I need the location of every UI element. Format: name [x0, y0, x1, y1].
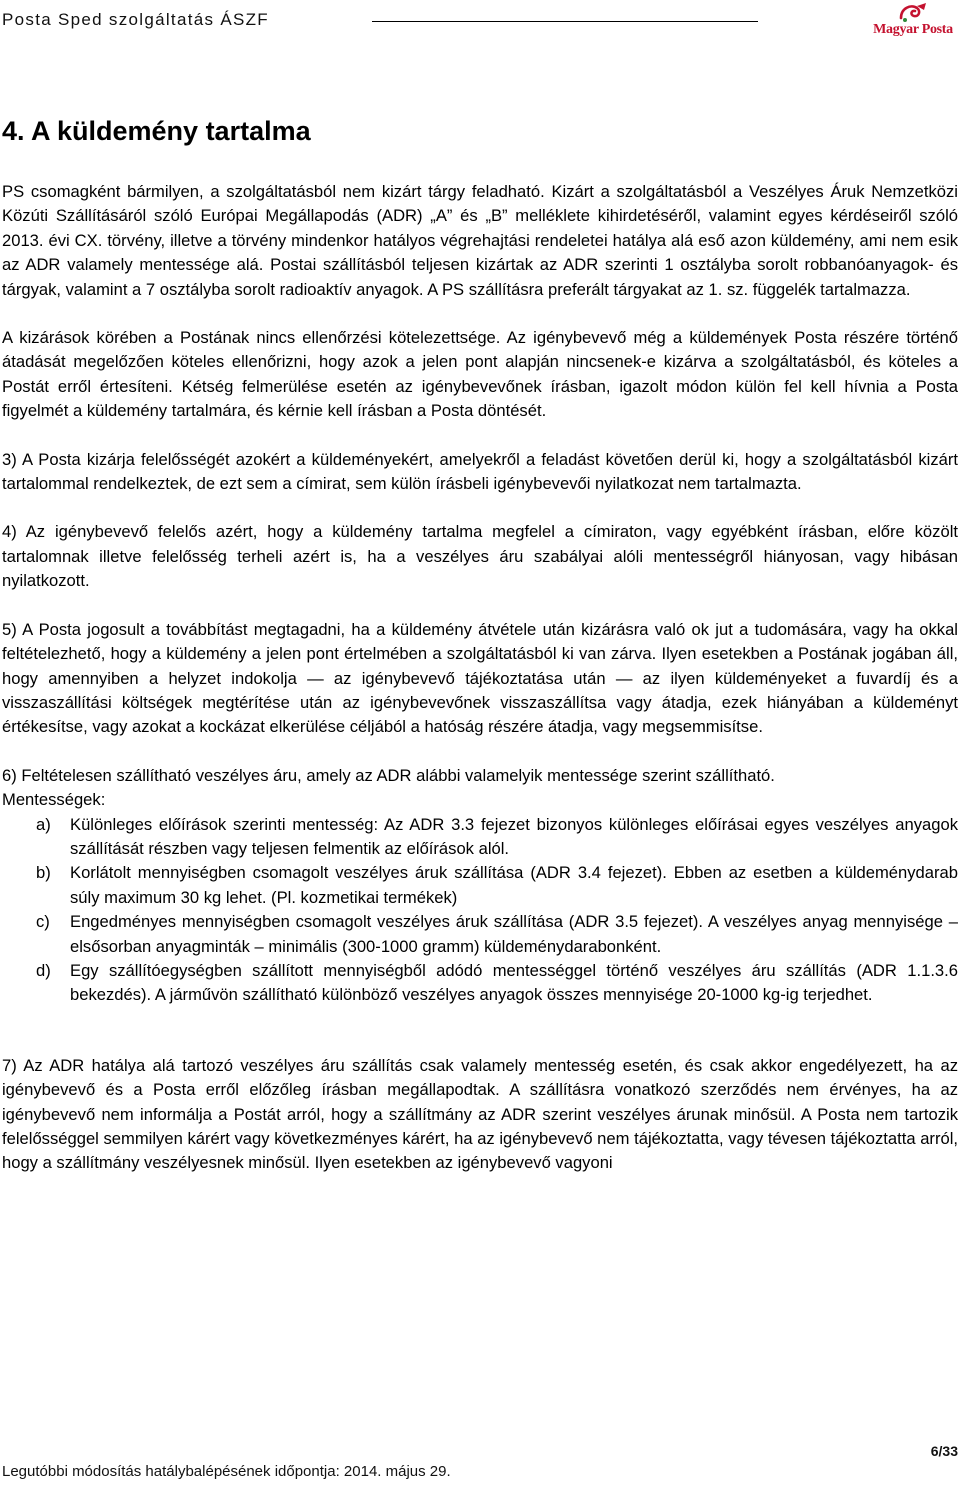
paragraph-5: 5) A Posta jogosult a továbbítást megtagadni, ha a küldemény átvétele után kizárásra való ok jut a tudomására, vagy ha okkal feltételezhető, hogy a küldemény a jelen pont értelmében a szolgáltatásból ki van zárva. Ilyen esetekben a Postának jogában áll, hogy amennyiben a helyzet indokolja — az igénybevevő tájékoztatása után — az ilyen küldeményeket a fuvardíj és a visszaszállítási költségek megtérítése után az igénybevevőnek visszaszállítsa vagy átadja, ezek hiányában a küldeményt értékesítse, vagy azokat a kockázat elkerülése céljából a hatóság részére átadja, vagy megsemmisítse.: [2, 619, 958, 737]
exemptions-label: Mentességek:: [2, 790, 106, 810]
logo-wordmark: Magyar Posta: [873, 22, 953, 37]
header-rule: [372, 21, 758, 22]
list-item: [2, 910, 958, 959]
paragraph-intro: PS csomagként bármilyen, a szolgáltatásból nem kizárt tárgy feladható. Kizárt a szolgáltatásból a Veszélyes Áruk Nemzetközi Közúti Szállításáról szóló Európai Megállapodás (ADR) „A” és „B” melléklete kihirdetéséről, valamint egyes kérdéseiről szóló 2013. évi CX. törvény, illetve a törvény mindenkor hatályos végrehajtási rendeletei hatálya alá eső azon küldemény, ami nem esik az ADR valamely mentessége alá. Postai szállításból teljesen kizártak az ADR szerinti 1 osztályba sorolt robbanóanyagok- és tárgyak, valamint a 7 osztályba sorolt radioaktív anyagok. A PS szállításra preferált tárgyakat az 1. sz. függelék tartalmazza.: [2, 182, 958, 299]
list-item: [2, 813, 958, 862]
list-item: [2, 861, 958, 910]
exemptions-list: [2, 813, 958, 1008]
list-marker: a): [36, 814, 51, 834]
list-item-text: Engedményes mennyiségben csomagolt veszélyes áruk szállítása (ADR 3.5 fejezet). A veszélyes anyag mennyisége – elsősorban anyagminták – minimális (300-1000 gramm) küldeménydarabonként.: [70, 912, 958, 956]
section-body: [2, 180, 958, 1176]
paragraph-4: 4) Az igénybevevő felelős azért, hogy a küldemény tartalma megfelel a címiraton, vagy egyébként írásban, előre közölt tartalomnak illetve felelősség terheli azért is, ha a veszélyes áru szabályai alóli mentességről hiányosan, vagy hibásan nyilatkozott.: [2, 522, 958, 591]
document-title: Posta Sped szolgáltatás ÁSZF: [2, 10, 269, 29]
list-item-text: Korlátolt mennyiségben csomagolt veszélyes áruk szállítása (ADR 3.4 fejezet). Ebben az esetben a küldeménydarab súly maximum 30 kg lehet. (Pl. kozmetikai termékek): [70, 863, 958, 907]
list-marker: c): [36, 912, 50, 932]
page-number: 6/33: [930, 1443, 958, 1459]
list-item-text: Egy szállítóegységben szállított mennyiségből adódó mentességgel történő veszélyes áru szállítás (ADR 1.1.3.6 bekezdés). A járművön szállítható különböző veszélyes anyagok összes mennyisége 20-1000 kg-ig terjedhet.: [70, 960, 958, 1005]
section-heading: 4. A küldemény tartalma: [2, 116, 311, 146]
paragraph-exclusions: A kizárások körében a Postának nincs ellenőrzési kötelezettsége. Az igénybevevő még a küldemények Posta részére történő átadását megelőzően köteles ellenőrizni, hogy azok a jelen pont alapján nincsenek-e kizárva a szolgáltatásból, és köteles a Postát erről értesíteni. Kétség felmerülése esetén az igénybevevőnek írásban, igazolt módon külön fel kell hívnia a Posta figyelmét a küldemény tartalmára, és kérnie kell írásban a Posta döntését.: [2, 328, 958, 421]
paragraph-3: 3) A Posta kizárja felelősségét azokért a küldeményekért, amelyekről a feladást követően derül ki, hogy a szolgáltatásból kizárt tartalommal rendelkeztek, de ezt sem a címirat, sem külön írásbeli igénybevevői nyilatkozat nem tartalmazta.: [2, 449, 958, 494]
list-marker: b): [36, 863, 51, 883]
last-modified-note: Legutóbbi módosítás hatálybalépésének időpontja: 2014. május 29.: [2, 1463, 451, 1480]
posthorn-icon: [897, 2, 929, 24]
list-item-text: Különleges előírások szerinti mentesség: Az ADR 3.3 fejezet bizonyos különleges előírásai egyes veszélyes anyagok szállítását részben vagy teljesen felmentik az előírások alól.: [70, 814, 958, 858]
magyar-posta-logo: [872, 2, 954, 42]
paragraph-7: 7) Az ADR hatálya alá tartozó veszélyes áru szállítás csak valamely mentesség esetén, és csak akkor engedélyezett, ha az igénybevevő és a Posta erről előzőleg írásban megállapodtak. A szállításra vonatkozó szerződés nem érvényes, ha az igénybevevő nem informálja a Postát arról, hogy a szállítmány az ADR szerint veszélyes árunak minősül. A Posta nem tartozik felelősséggel semmilyen kárért vagy következményes kárért, ha az igénybevevő nem tájékoztatta, vagy tévesen tájékoztatta arról, hogy a szállítmány veszélyesnek minősül. Ilyen esetekben az igénybevevő vagyoni: [2, 1055, 958, 1173]
list-item: [2, 959, 958, 1008]
paragraph-6: 6) Feltételesen szállítható veszélyes áru, amely az ADR alábbi valamelyik mentessége szerint szállítható.: [2, 765, 775, 785]
list-marker: d): [36, 960, 51, 980]
